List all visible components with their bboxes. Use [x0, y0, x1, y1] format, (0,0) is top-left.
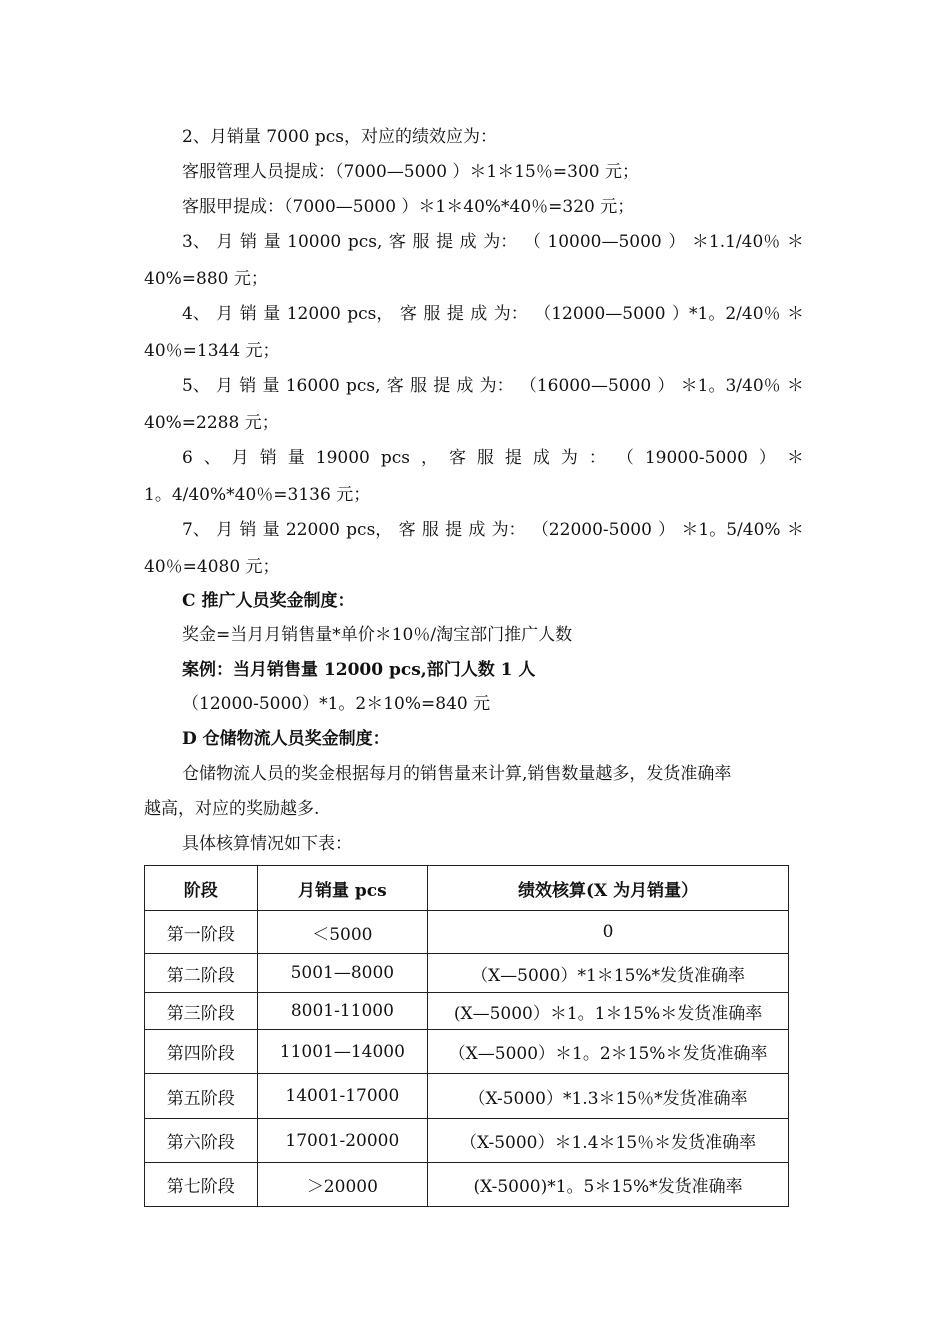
- line-segment: 客: [399, 304, 417, 324]
- line-segment: 19000: [315, 448, 370, 468]
- cell-stage: 第五阶段: [145, 1074, 258, 1119]
- line-segment: 月: [231, 448, 249, 468]
- line-segment: 成: [459, 232, 477, 252]
- line-segment: pcs,: [347, 232, 383, 252]
- cell-sales: 8001-11000: [257, 993, 428, 1030]
- line-segment: 服: [421, 520, 439, 540]
- line-segment: 销: [239, 232, 257, 252]
- header-formula: 绩效核算(X 为月销量）: [428, 866, 789, 911]
- table-row: [145, 1030, 789, 1074]
- line-segment: 月: [216, 520, 234, 540]
- line-segment: 量: [262, 520, 280, 540]
- table-header-row: [145, 866, 789, 911]
- line-segment: 月: [216, 376, 234, 396]
- cell-sales: 11001—14000: [257, 1030, 428, 1074]
- bonus-table: [144, 865, 789, 1207]
- line-segment: 为：: [493, 304, 528, 324]
- line-segment: 量: [287, 448, 305, 468]
- table-row: [145, 911, 789, 954]
- line-segment: ＊1。5/40%: [681, 520, 781, 540]
- line-segment: 16000: [285, 376, 340, 396]
- line-segment: 19000-5000: [644, 448, 748, 468]
- cell-formula: 0: [428, 911, 789, 954]
- line-segment: 销: [259, 448, 277, 468]
- cell-sales: ＜5000: [257, 911, 428, 954]
- line-segment: 3、: [182, 232, 210, 252]
- line-segment: （22000-5000: [531, 520, 652, 540]
- line-segment: 服: [423, 304, 441, 324]
- cell-stage: 第二阶段: [145, 954, 258, 993]
- line-segment: pcs: [380, 448, 410, 468]
- example-4-line: [182, 303, 804, 325]
- line-segment: ）: [668, 232, 686, 252]
- table-row: [145, 1163, 789, 1207]
- line-segment: 成: [532, 448, 550, 468]
- line-segment: （16000—5000: [519, 376, 652, 396]
- line-segment: 服: [476, 448, 494, 468]
- line-segment: 提: [446, 304, 464, 324]
- line-segment: 5、: [182, 376, 210, 396]
- line-segment: 客: [386, 376, 404, 396]
- line-segment: 销: [239, 304, 257, 324]
- cell-formula: （X-5000）＊1.4＊15％＊发货准确率: [428, 1119, 789, 1163]
- example-3-line: [182, 231, 804, 253]
- line-segment: 月: [216, 232, 234, 252]
- line-segment: ＊1。3/40％: [680, 376, 781, 396]
- table-row: [145, 1119, 789, 1163]
- line-segment: 客: [388, 232, 406, 252]
- cell-formula: (X-5000)*1。5＊15%*发货准确率: [428, 1163, 789, 1207]
- example-2-line: 2、月销量 7000 pcs，对应的绩效应为：: [182, 127, 498, 147]
- example-6-line: [182, 447, 804, 469]
- cell-stage: 第六阶段: [145, 1119, 258, 1163]
- cell-formula: （X—5000）＊1。2＊15%＊发货准确率: [428, 1030, 789, 1074]
- table-row: [145, 1074, 789, 1119]
- section-c-title: C 推广人员奖金制度：: [182, 591, 355, 611]
- line-segment: ＊: [786, 376, 804, 396]
- line-segment: 提: [433, 376, 451, 396]
- line-segment: 月: [216, 304, 234, 324]
- line-segment: ：: [588, 448, 606, 468]
- line-segment: pcs,: [346, 376, 381, 396]
- line-segment: ）: [657, 376, 675, 396]
- line-segment: 提: [504, 448, 522, 468]
- line-segment: 销: [239, 376, 257, 396]
- line-segment: ）*1。2/40％: [672, 304, 781, 324]
- example-5-line: [182, 375, 804, 397]
- table-intro: 具体核算情况如下表：: [182, 834, 352, 854]
- header-sales: 月销量 pcs: [257, 866, 428, 911]
- line-segment: ）: [758, 448, 776, 468]
- section-d-text-cont: 越高，对应的奖励越多.: [144, 799, 320, 819]
- line-segment: 量: [262, 376, 280, 396]
- line-segment: ＊: [786, 232, 804, 252]
- line-segment: 12000: [286, 304, 341, 324]
- line-segment: 服: [409, 376, 427, 396]
- example-6-result: 1。4/40%*40％=3136 元；: [144, 485, 371, 505]
- line-segment: ＊: [786, 520, 804, 540]
- section-c-case: 案例：当月销售量 12000 pcs,部门人数 1 人: [182, 660, 536, 680]
- line-segment: 客: [398, 520, 416, 540]
- example-3-result: 40%=880 元；: [144, 269, 268, 289]
- example-7-result: 40％=4080 元；: [144, 557, 280, 577]
- line-segment: 22000: [285, 520, 340, 540]
- line-segment: pcs，: [346, 520, 393, 540]
- line-segment: 量: [263, 304, 281, 324]
- line-segment: pcs，: [347, 304, 394, 324]
- cell-sales: ＞20000: [257, 1163, 428, 1207]
- table-row: [145, 954, 789, 993]
- cell-sales: 14001-17000: [257, 1074, 428, 1119]
- staff-a-commission-line: 客服甲提成：（7000—5000 ）＊1＊40%*40％=320 元；: [182, 197, 635, 217]
- cell-stage: 第三阶段: [145, 993, 258, 1030]
- line-segment: （12000—5000: [534, 304, 666, 324]
- header-stage: 阶段: [145, 866, 258, 911]
- manager-commission-line: 客服管理人员提成：（7000—5000 ）＊1＊15％=300 元；: [182, 162, 639, 182]
- line-segment: 为: [560, 448, 578, 468]
- section-c-calc: （12000-5000）*1。2＊10%=840 元: [182, 694, 491, 714]
- table-row: [145, 993, 789, 1030]
- cell-formula: （X-5000）*1.3＊15％*发货准确率: [428, 1074, 789, 1119]
- line-segment: 提: [436, 232, 454, 252]
- line-segment: 服: [412, 232, 430, 252]
- line-segment: 7、: [182, 520, 210, 540]
- line-segment: 为：: [483, 232, 518, 252]
- example-5-result: 40%=2288 元；: [144, 413, 279, 433]
- example-7-line: [182, 519, 804, 541]
- line-segment: ）: [658, 520, 676, 540]
- cell-sales: 17001-20000: [257, 1119, 428, 1163]
- line-segment: 提: [445, 520, 463, 540]
- section-c-formula: 奖金=当月月销售量*单价＊10％/淘宝部门推广人数: [182, 625, 573, 645]
- section-d-title: D 仓储物流人员奖金制度：: [182, 729, 390, 749]
- line-segment: 、: [203, 448, 221, 468]
- line-segment: ＊: [787, 304, 804, 324]
- line-segment: 4、: [182, 304, 210, 324]
- line-segment: （: [523, 232, 541, 252]
- cell-formula: (X—5000）＊1。1＊15%＊发货准确率: [428, 993, 789, 1030]
- line-segment: ，: [420, 448, 438, 468]
- line-segment: 销: [239, 520, 257, 540]
- line-segment: 6: [182, 448, 193, 468]
- line-segment: 为：: [491, 520, 526, 540]
- cell-stage: 第一阶段: [145, 911, 258, 954]
- line-segment: 成: [468, 520, 486, 540]
- line-segment: 客: [448, 448, 466, 468]
- line-segment: 10000—5000: [547, 232, 662, 252]
- line-segment: ＊: [786, 448, 804, 468]
- cell-formula: （X—5000）*1＊15%*发货准确率: [428, 954, 789, 993]
- example-4-result: 40％=1344 元；: [144, 341, 280, 361]
- line-segment: 为：: [479, 376, 514, 396]
- line-segment: 成: [470, 304, 488, 324]
- line-segment: ＊1.1/40％: [691, 232, 781, 252]
- cell-sales: 5001—8000: [257, 954, 428, 993]
- line-segment: 成: [456, 376, 474, 396]
- line-segment: 10000: [287, 232, 342, 252]
- section-d-text: 仓储物流人员的奖金根据每月的销售量来计算,销售数量越多，发货准确率: [182, 764, 732, 784]
- line-segment: （: [616, 448, 634, 468]
- line-segment: 量: [263, 232, 281, 252]
- cell-stage: 第七阶段: [145, 1163, 258, 1207]
- cell-stage: 第四阶段: [145, 1030, 258, 1074]
